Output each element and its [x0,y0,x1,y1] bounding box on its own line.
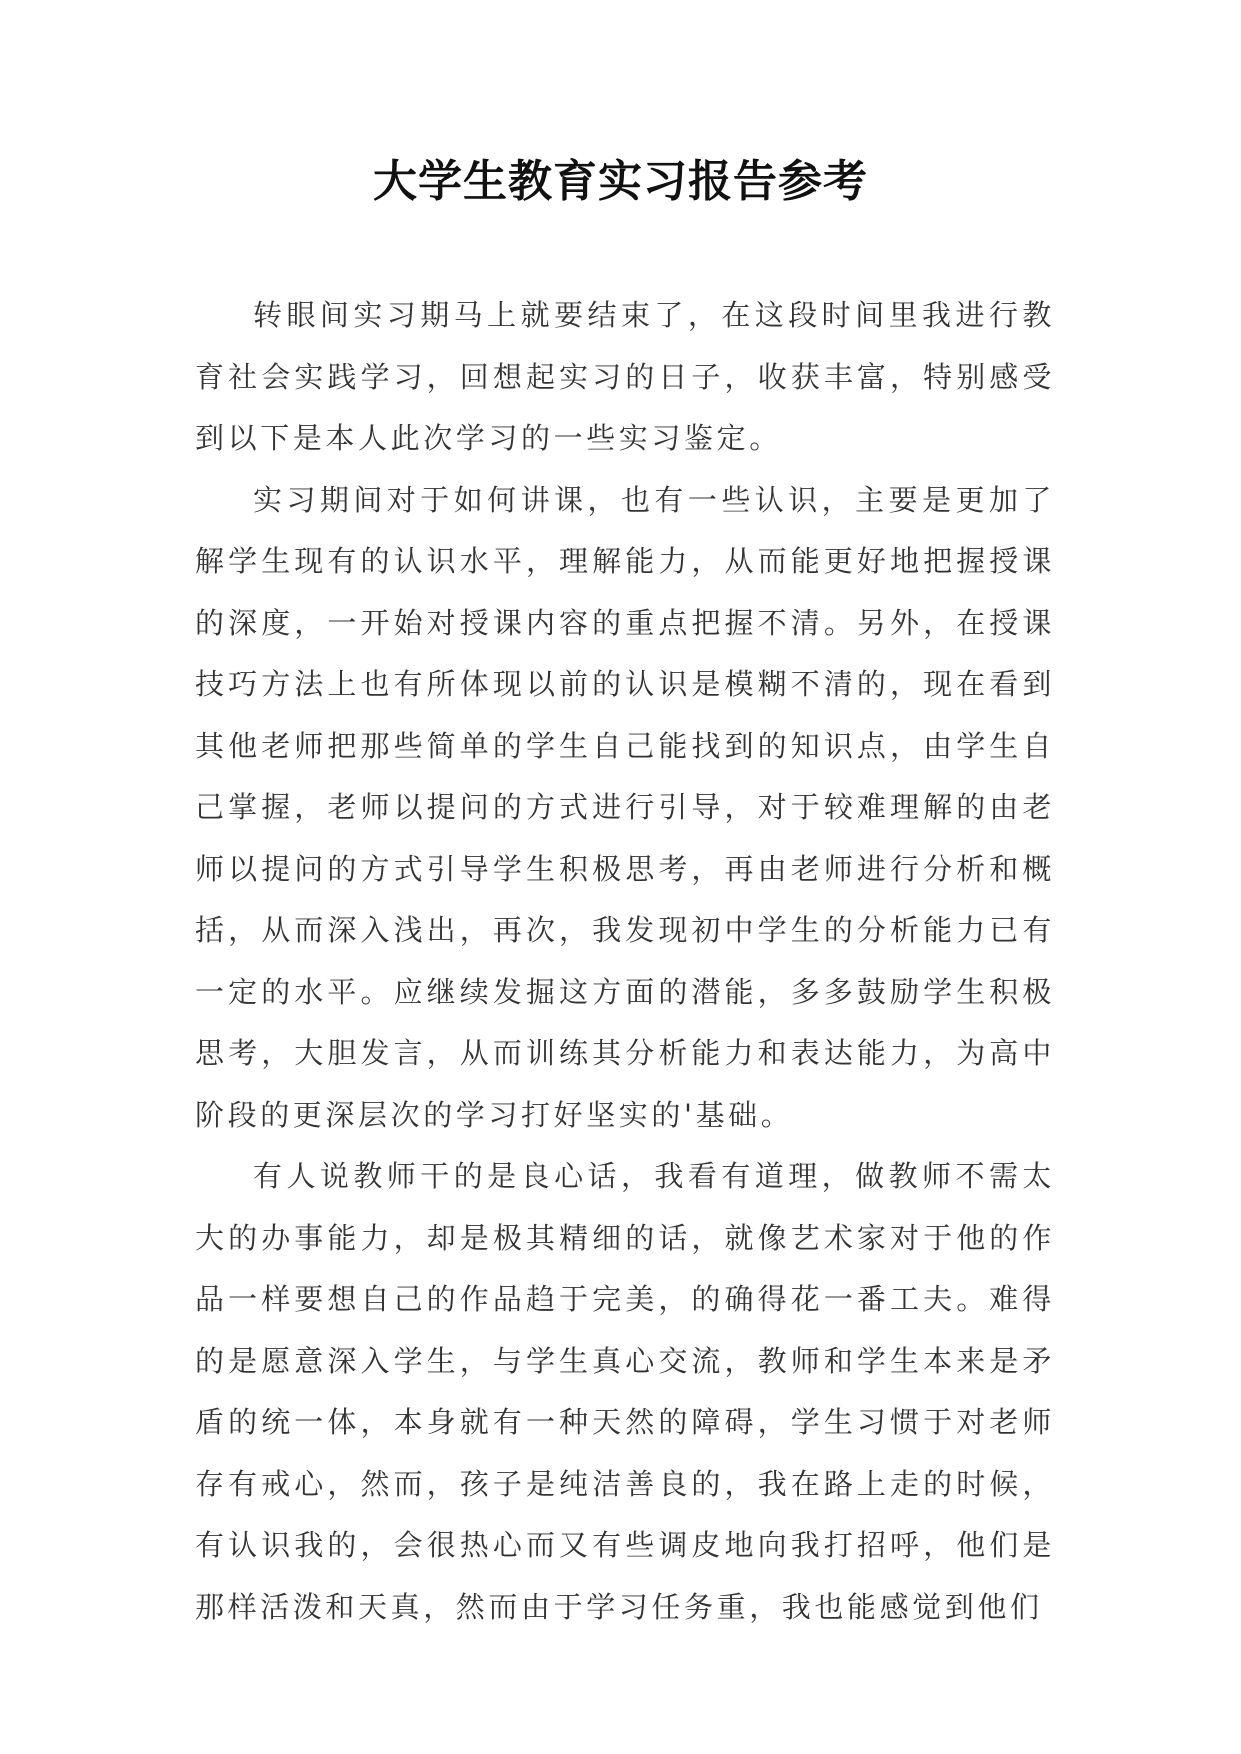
paragraph: 有人说教师干的是良心话，我看有道理，做教师不需太大的办事能力，却是极其精细的话，就像艺术家对于他的作品一样要想自己的作品趋于完美，的确得花一番工夫。难得的是愿意深入学生，与学生真心交流，教师和学生本来是矛盾的统一体，本身就有一种天然的障碍，学生习惯于对老师存有戒心，然而，孩子是纯洁善良的，我在路上走的时候，有认识我的，会很热心而又有些调皮地向我打招呼，他们是那样活泼和天真，然而由于学习任务重，我也能感觉到他们 [195,1159,1055,1624]
document-title: 大学生教育实习报告参考 [373,156,868,207]
document-body [195,285,1055,1638]
paragraph: 转眼间实习期马上就要结束了，在这段时间里我进行教育社会实践学习，回想起实习的日子，收获丰富，特别感受到以下是本人此次学习的一些实习鉴定。 [195,298,1055,455]
paragraph: 实习期间对于如何讲课，也有一些认识，主要是更加了解学生现有的认识水平，理解能力，从而能更好地把握授课的深度，一开始对授课内容的重点把握不清。另外，在授课技巧方法上也有所体现以前的认识是模糊不清的，现在看到其他老师把那些简单的学生自己能找到的知识点，由学生自己掌握，老师以提问的方式进行引导，对于较难理解的由老师以提问的方式引导学生积极思考，再由老师进行分析和概括，从而深入浅出，再次，我发现初中学生的分析能力已有一定的水平。应继续发掘这方面的潜能，多多鼓励学生积极思考，大胆发言，从而训练其分析能力和表达能力，为高中阶段的更深层次的学习打好坚实的'基础。 [195,482,1055,1132]
